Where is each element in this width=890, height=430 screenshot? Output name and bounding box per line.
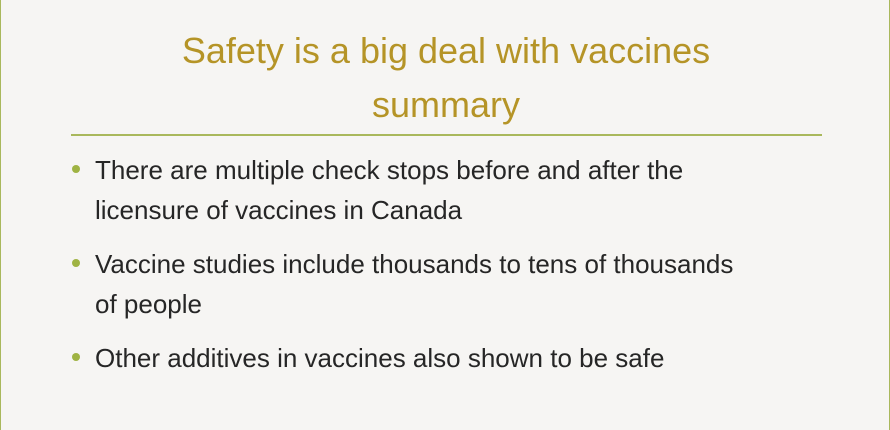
bullet-dot-icon <box>72 165 80 173</box>
title-divider <box>71 134 822 136</box>
slide-title-line: summary <box>371 84 520 125</box>
bullet-dot-icon <box>72 353 80 361</box>
bullet-line: There are multiple check stops before and after the <box>95 155 684 185</box>
bullet-line: Vaccine studies include thousands to tens of thousands <box>95 249 734 279</box>
bullet-dot-icon <box>72 259 80 267</box>
slide-title <box>1 24 890 132</box>
bullet-text <box>95 150 831 230</box>
bullet-text <box>95 338 831 378</box>
bullet-item <box>71 150 831 230</box>
bullet-line: of people <box>95 289 202 319</box>
bullet-line: licensure of vaccines in Canada <box>95 195 463 225</box>
bullet-text <box>95 244 831 324</box>
bullet-line: Other additives in vaccines also shown to be safe <box>95 343 665 373</box>
bullet-list <box>71 150 831 392</box>
bullet-item <box>71 338 831 378</box>
bullet-item <box>71 244 831 324</box>
slide-title-line: Safety is a big deal with vaccines <box>181 30 711 71</box>
